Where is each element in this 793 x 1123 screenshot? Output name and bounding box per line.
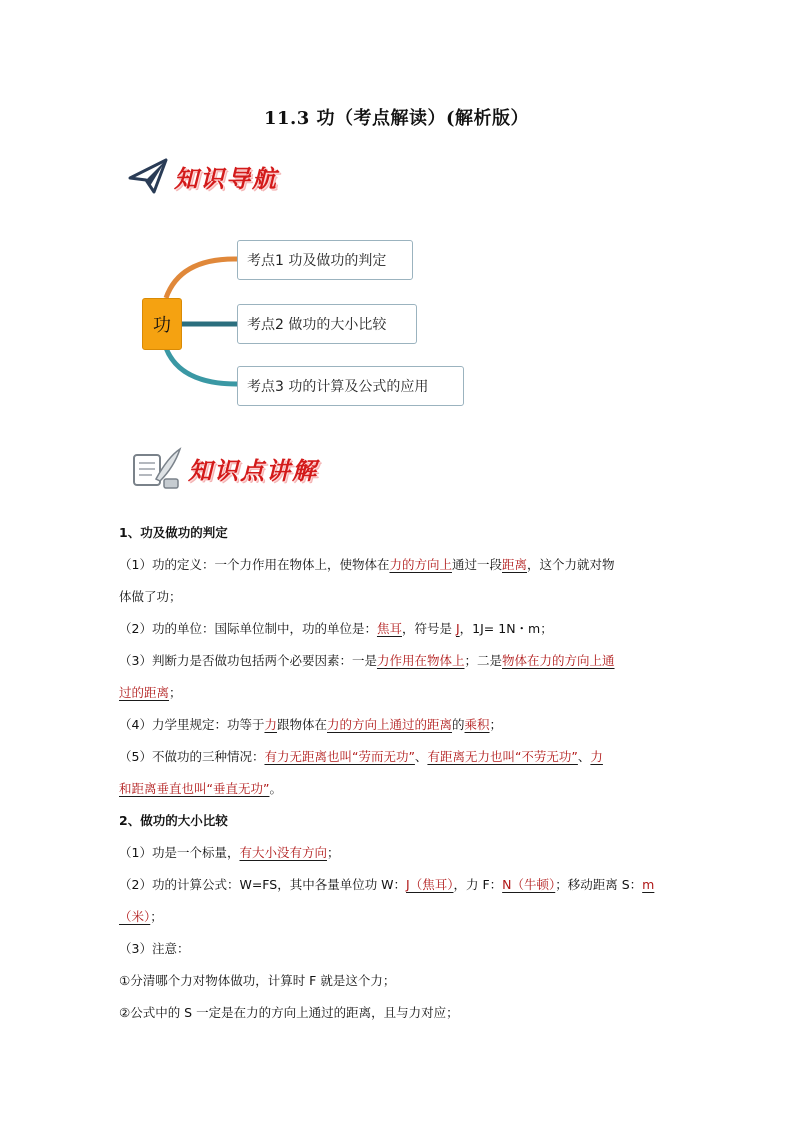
answer-text: N（牛顿）: [502, 877, 556, 892]
mind-map-center: 功: [142, 298, 182, 350]
answer-text: 力: [590, 749, 603, 764]
answer-text: 距离: [502, 557, 528, 572]
answer-text: 有力无距离也叫“劳而无功”: [264, 749, 415, 764]
answer-text: 过的距离: [119, 685, 170, 700]
paragraph-note: （3）注意：: [119, 941, 190, 956]
mind-map-node-topic3: 考点3 功的计算及公式的应用: [237, 366, 464, 406]
answer-text: 有大小没有方向: [239, 845, 327, 860]
answer-text: 焦耳: [376, 621, 402, 636]
paragraph-factors: （3）判断力是否做功包括两个必要因素：一是力作用在物体上；二是物体在力的方向上通: [119, 653, 615, 668]
paragraph-no-work-cont: 和距离垂直也叫“垂直无功”。: [119, 781, 282, 796]
answer-text: m: [642, 877, 655, 892]
banner-title: 知识导航: [174, 163, 278, 193]
answer-text: 和距离垂直也叫“垂直无功”: [119, 781, 270, 796]
paragraph-no-work: （5）不做功的三种情况：有力无距离也叫“劳而无功”、有距离无力也叫“不劳无功”、力: [119, 749, 603, 764]
mind-map-node-topic2: 考点2 做功的大小比较: [237, 304, 417, 344]
answer-text: 物体在力的方向上通: [502, 653, 615, 668]
mind-map-node-topic1: 考点1 功及做功的判定: [237, 240, 413, 280]
section-heading-1: 1、功及做功的判定: [119, 525, 228, 540]
paragraph-definition-cont: 体做了功；: [119, 589, 182, 604]
knowledge-explanation-banner: [128, 445, 318, 491]
page-title: 11.3 功（考点解读）(解析版）: [263, 108, 530, 129]
answer-text: 力的方向上通过的距离: [327, 717, 453, 732]
paper-plane-icon: [128, 158, 168, 194]
paragraph-formula: （2）功的计算公式：W=FS，其中各量单位功 W：J（焦耳），力 F：N（牛顿）；移动距离 S：m: [119, 877, 655, 892]
paragraph-factors-cont: 过的距离；: [119, 685, 182, 700]
scroll-quill-icon: [128, 445, 182, 491]
answer-text: J（焦耳）: [406, 877, 454, 892]
answer-text: 力: [264, 717, 277, 732]
paragraph-scalar: （1）功是一个标量，有大小没有方向；: [119, 845, 340, 860]
knowledge-navigation-banner: [128, 158, 278, 194]
paragraph-unit: （2）功的单位：国际单位制中，功的单位是：焦耳，符号是 J，1J= 1N・m；: [119, 621, 553, 636]
section-heading-2: 2、做功的大小比较: [119, 813, 228, 828]
answer-text: 有距离无力也叫“不劳无功”: [427, 749, 578, 764]
banner-title: 知识点讲解: [188, 455, 318, 485]
paragraph-rule: （4）力学里规定：功等于力跟物体在力的方向上通过的距离的乘积；: [119, 717, 503, 732]
answer-text: J: [455, 621, 460, 636]
answer-text: （米）: [119, 909, 151, 924]
mind-map: [120, 232, 480, 417]
answer-text: 乘积: [464, 717, 490, 732]
paragraph-note-2: ②公式中的 S 一定是在力的方向上通过的距离，且与力对应；: [119, 1005, 459, 1020]
paragraph-formula-cont: （米）；: [119, 909, 163, 924]
paragraph-definition: （1）功的定义：一个力作用在物体上，使物体在力的方向上通过一段距离，这个力就对物: [119, 557, 615, 572]
answer-text: 力作用在物体上: [376, 653, 465, 668]
answer-text: 力的方向上: [389, 557, 452, 572]
content-body: [119, 517, 679, 1029]
paragraph-note-1: ①分清哪个力对物体做功，计算时 F 就是这个力；: [119, 973, 396, 988]
